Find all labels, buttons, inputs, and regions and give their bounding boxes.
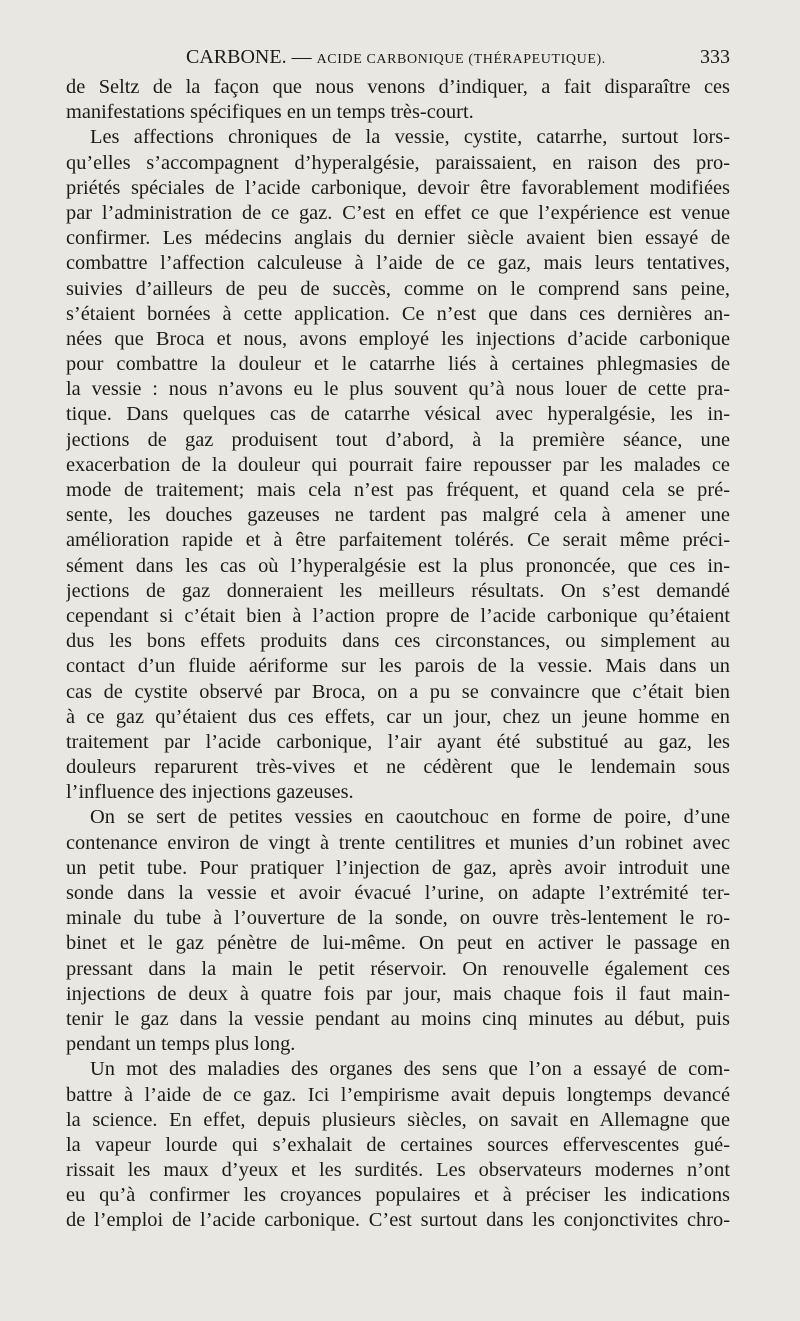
text-line: pour combattre la douleur et le catarrhe liés à certaines phlegmasies de	[66, 353, 730, 376]
text-line: confirmer. Les médecins anglais du dernier siècle avaient bien essayé de	[66, 227, 730, 250]
text-line: sonde dans la vessie et avoir évacué l’urine, on adapte l’extrémité ter-	[66, 882, 730, 904]
text-line: nées que Broca et nous, avons employé les injections d’acide carbonique	[66, 327, 730, 350]
text-line: combattre l’affection calculeuse à l’aide de ce gaz, mais leurs tentatives,	[66, 252, 730, 275]
header-title-group	[186, 44, 606, 73]
text-line: contact d’un fluide aériforme sur les parois de la vessie. Mais dans un	[66, 655, 730, 678]
text-line: s’étaient bornées à cette application. Ce n’est que dans ces dernières an-	[66, 302, 730, 325]
text-line: On se sert de petites vessies en caoutchouc en forme de poire, d’une	[90, 806, 730, 829]
text-line: rissait les maux d’yeux et les surdités. Les observateurs modernes n’ont	[66, 1159, 730, 1182]
text-line: pressant dans la main le petit réservoir. On renouvelle également ces	[66, 957, 730, 980]
text-line: priétés spéciales de l’acide carbonique, devoir être favorablement modifiées	[66, 176, 730, 199]
text-line: de l’emploi de l’acide carbonique. C’est surtout dans les conjonctivites chro-	[66, 1209, 730, 1232]
text-line: traitement par l’acide carbonique, l’air ayant été substitué au gaz, les	[66, 730, 730, 753]
text-line: jections de gaz donneraient les meilleurs résultats. On s’est demandé	[66, 579, 730, 602]
text-line: la science. En effet, depuis plusieurs siècles, on savait en Allemagne que	[66, 1108, 730, 1131]
text-line: un petit tube. Pour pratiquer l’injection de gaz, après avoir introduit une	[66, 856, 730, 879]
text-line: qu’elles s’accompagnent d’hyperalgésie, paraissaient, en raison des pro-	[66, 151, 730, 174]
text-line: minale du tube à l’ouverture de la sonde, on ouvre très-lentement le ro-	[66, 907, 730, 930]
text-line: mode de traitement; mais cela n’est pas fréquent, et quand cela se pré-	[66, 479, 730, 501]
text-line: la vessie : nous n’avons eu le plus souvent qu’à nous louer de cette pra-	[66, 378, 730, 401]
text-line: dus les bons effets produits dans ces circonstances, ou simplement au	[66, 630, 730, 653]
text-line: manifestations spécifiques en un temps très-court.	[66, 101, 474, 124]
header-dash: —	[291, 46, 312, 68]
text-line: tique. Dans quelques cas de catarrhe vésical avec hyperalgésie, les in-	[66, 403, 730, 426]
text-line: tenir le gaz dans la vessie pendant au moins cinq minutes au début, puis	[66, 1007, 730, 1030]
text-line: douleurs reparurent très-vives et ne cédèrent que le lendemain sous	[66, 756, 730, 779]
text-line: amélioration rapide et à être parfaitement tolérés. Ce serait même préci-	[66, 529, 730, 552]
header-title: CARBONE.	[186, 46, 287, 68]
text-line: Un mot des maladies des organes des sens que l’on a essayé de com-	[90, 1058, 730, 1081]
text-line: jections de gaz produisent tout d’abord, à la première séance, une	[66, 428, 730, 451]
text-line: l’influence des injections gazeuses.	[66, 781, 354, 804]
text-line: suivies d’ailleurs de peu de succès, comme on le comprend sans peine,	[66, 277, 730, 300]
header-subtitle: ACIDE CARBONIQUE (THÉRAPEUTIQUE).	[316, 52, 606, 67]
text-line: cas de cystite observé par Broca, on a pu se convaincre que c’était bien	[66, 680, 730, 703]
text-line: injections de deux à quatre fois par jour, mais chaque fois il faut main-	[66, 982, 730, 1005]
text-line: eu qu’à confirmer les croyances populaires et à préciser les indications	[66, 1184, 730, 1207]
text-line: la vapeur lourde qui s’exhalait de certaines sources effervescentes gué-	[66, 1133, 730, 1156]
text-line: pendant un temps plus long.	[66, 1033, 296, 1056]
text-line: Les affections chroniques de la vessie, cystite, catarrhe, surtout lors-	[90, 126, 730, 149]
running-header	[66, 44, 730, 70]
text-line: sément dans les cas où l’hyperalgésie est la plus prononcée, que ces in-	[66, 554, 730, 577]
text-line: à ce gaz qu’étaient dus ces effets, car un jour, chez un jeune homme en	[66, 705, 730, 728]
text-line: sente, les douches gazeuses ne tardent pas malgré cela à amener une	[66, 504, 730, 527]
text-line: contenance environ de vingt à trente centilitres et munies d’un robinet avec	[66, 831, 730, 854]
text-line: par l’administration de ce gaz. C’est en effet ce que l’expérience est venue	[66, 201, 730, 224]
page-number: 333	[700, 46, 730, 68]
text-line: binet et le gaz pénètre de lui-même. On peut en activer le passage en	[66, 932, 730, 955]
text-line: battre à l’aide de ce gaz. Ici l’empirisme avait depuis longtemps devancé	[66, 1083, 730, 1106]
text-line: exacerbation de la douleur qui pourrait faire repousser par les malades ce	[66, 453, 730, 476]
text-line: cependant si c’était bien à l’action propre de l’acide carbonique qu’étaient	[66, 604, 730, 627]
text-line: de Seltz de la façon que nous venons d’indiquer, a fait disparaître ces	[66, 76, 730, 98]
body-text	[66, 75, 730, 1234]
